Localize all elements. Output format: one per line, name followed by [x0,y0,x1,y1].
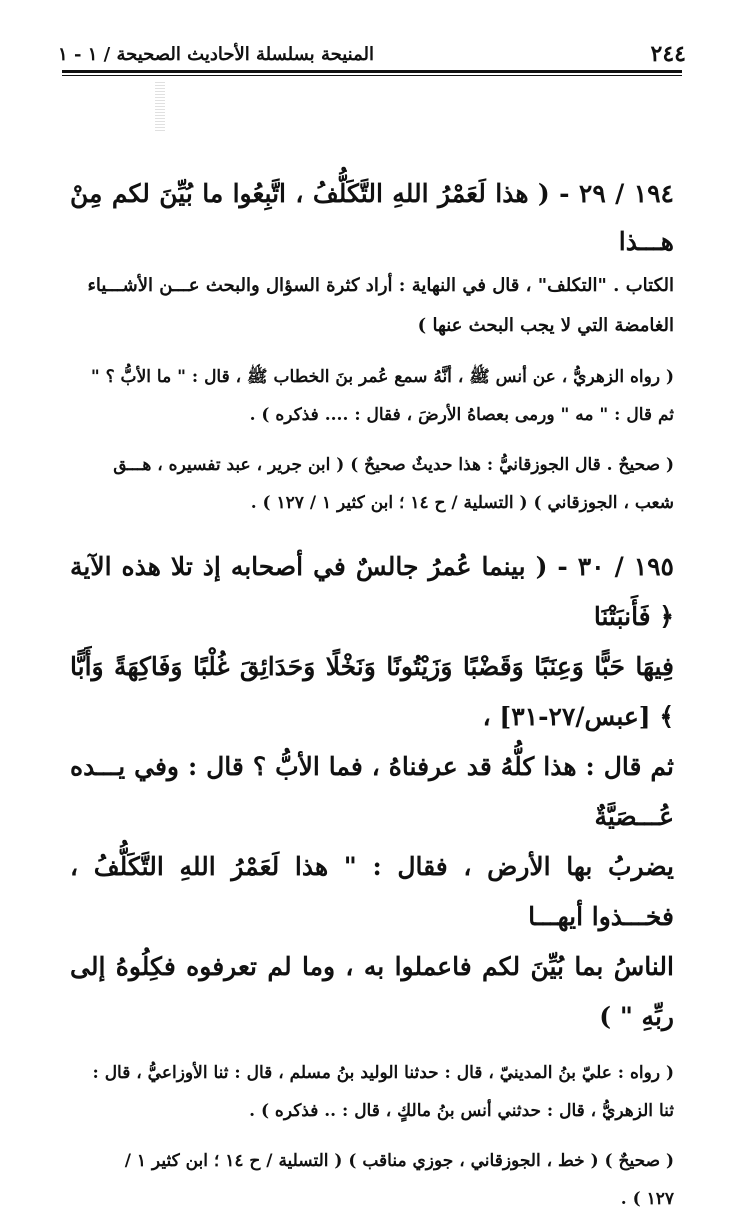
header-rule-thick [62,70,682,73]
running-title: المنيحة بسلسلة الأحاديث الصحيحة / ١ - ١ [58,43,374,65]
hadith-195-narration-line-1: ( رواه : عليّ بنُ المدينيّ ، قال : حدثنا الوليد بنُ مسلم ، قال : ثنا الأوزاعيُّ ، قال : [92,1063,674,1083]
header-rule-thin [62,75,682,76]
hadith-194-grading-line-2: شعب ، الجوزقاني ) ( التسلية / ح ١٤ ؛ ابن كثير ١ / ١٢٧ ) . [250,493,674,513]
hadith-194-narration-line-1: ( رواه الزهريُّ ، عن أنس ﷺ ، أنَّهُ سمع عُمر بنَ الخطاب ﷺ ، قال : " ما الأبُّ ؟ " [90,367,674,387]
hadith-194-text-line-2: الكتاب . "التكلف" ، قال في النهاية : أراد كثرة السؤال والبحث عـــن الأشـــياء [87,275,674,296]
hadith-195-grading-line-2: ١٢٧ ) . [620,1189,674,1209]
hadith-195-text-line-3: ثم قال : هذا كلُّهُ قد عرفناهُ ، فما الأبُّ ؟ قال : وفي يـــده عُـــصَيَّةٌ [70,752,674,831]
hadith-195-text-line-5: الناسُ بما بُيِّنَ لكم فاعملوا به ، وما لم تعرفوه فكِلُوهُ إلى ربِّهِ " ) [70,952,674,1031]
hadith-194-narration-line-2: ثم قال : " مه " ورمى بعصاهُ الأرضَ ، فقال : .... فذكره ) . [249,405,674,425]
hadith-195-grading-line-1: ( صحيحٌ ) ( خط ، الجوزقاني ، جوزي مناقب ) ( التسلية / ح ١٤ ؛ ابن كثير ١ / [124,1151,674,1171]
page-content [70,170,674,1218]
scan-artifact [155,82,165,132]
hadith-195-text-line-4: يضربُ بها الأرض ، فقال : " هذا لَعَمْرُ اللهِ التَّكَلُّفُ ، فخـــذوا أيهـــا [70,852,674,931]
hadith-194-text-line-1: ١٩٤ / ٢٩ - ( هذا لَعَمْرُ اللهِ التَّكَلُّفُ ، اتَّبِعُوا ما بُيِّنَ لكم مِنْ هـــذا [70,179,674,256]
page-number: ٢٤٤ [650,41,686,67]
hadith-195-text-line-2: فِيهَا حَبًّا وَعِنَبًا وَقَضْبًا وَزَيْتُونًا وَنَخْلًا وَحَدَائِقَ غُلْبًا وَفَاكِهَةً وَأَبًّا ﴾ [عبس/٢٧-٣١] ، [70,652,674,731]
hadith-195-text-line-1: ١٩٥ / ٣٠ - ( بينما عُمرُ جالسٌ في أصحابه إذ تلا هذه الآية ﴿ فَأَنبَتْنَا [70,552,674,631]
page-header [58,36,686,72]
hadith-195-narration-line-2: ثنا الزهريُّ ، قال : حدثني أنس بنُ مالكٍ ، قال : .. فذكره ) . [249,1101,674,1121]
hadith-194 [70,170,674,522]
hadith-194-grading-line-1: ( صحيحٌ . قال الجوزقانيُّ : هذا حديثٌ صحيحٌ ) ( ابن جرير ، عبد تفسيره ، هـــق [113,455,674,475]
hadith-195 [70,542,674,1218]
hadith-194-text-line-3: الغامضة التي لا يجب البحث عنها ) [417,315,674,336]
